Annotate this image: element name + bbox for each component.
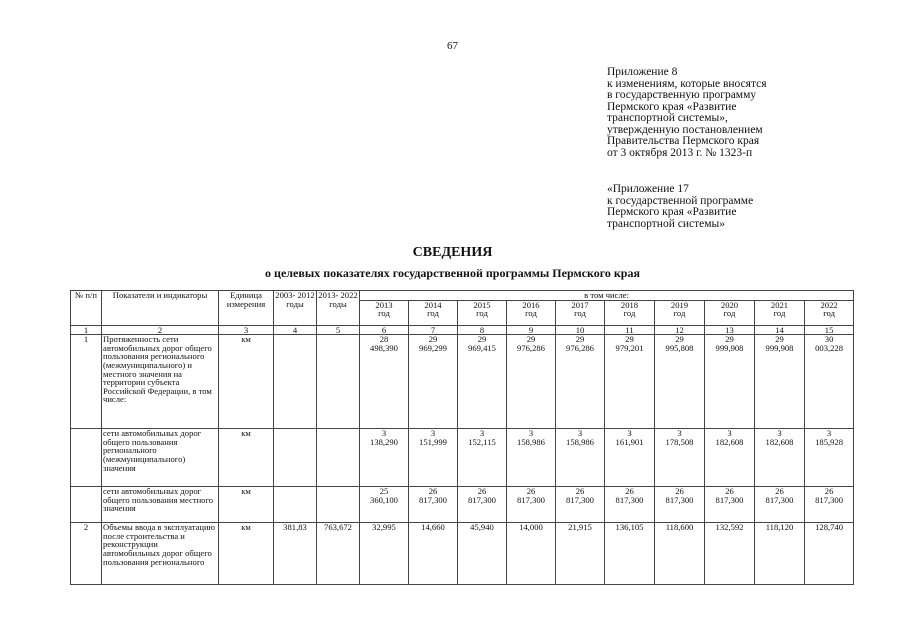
appendix-line: утвержденную постановлением [607,123,763,136]
value-part: 26 [575,486,585,497]
year-label: 2018 [620,300,639,310]
header-year [507,300,556,325]
value-part: 976,286 [517,342,545,353]
year-label: 2022 [820,300,838,310]
column-number: 9 [507,325,556,335]
value-part: 32,995 [372,522,396,533]
year-value [805,429,854,487]
year-label: 2013 [375,300,393,310]
year-value [507,335,556,429]
value-part: 969,415 [468,342,496,353]
value-part: 995,808 [665,342,694,353]
year-unit: год [673,308,686,319]
value-part: 498,390 [370,342,398,353]
header-year [556,300,605,325]
year-value [805,487,854,523]
appendix-line: транспортной системы», [607,112,728,124]
unit-cell: км [219,335,274,429]
value-part: 118,120 [765,522,794,533]
column-number: 14 [755,325,805,335]
header-unit: Единица измерения [219,291,274,326]
value-part: 14,000 [519,522,543,533]
year-unit: год [623,308,636,319]
header-period-2013: 2013- 2022 годы [317,291,360,326]
year-value [409,335,458,429]
year-value [605,429,655,487]
value-part: 29 [575,334,585,345]
column-number: 5 [317,325,360,335]
value-part: 3 [577,428,583,439]
value-part: 003,228 [815,342,844,353]
period-2013-value [317,335,360,429]
value-part: 136,105 [615,522,644,533]
year-label: 2017 [571,300,589,310]
value-part: 158,986 [566,436,594,447]
header-year [805,300,854,325]
year-unit: год [574,308,586,319]
header-num: № п/п [71,291,102,326]
value-part: 29 [526,334,536,345]
row-number [71,429,102,487]
value-part: 158,986 [517,436,545,447]
value-part: 360,100 [370,494,398,505]
value-part: 182,608 [765,436,794,447]
unit-cell: км [219,487,274,523]
year-label: 2016 [522,300,540,310]
year-value [360,523,409,585]
value-part: 817,300 [517,494,545,505]
page-number: 67 [447,40,458,52]
year-value [755,487,805,523]
header-year [360,300,409,325]
value-part: 128,740 [815,522,844,533]
value-part: 14,660 [421,522,445,533]
year-value [705,335,755,429]
value-part: 26 [824,486,834,497]
value-part: 30 [824,334,834,345]
header-year [605,300,655,325]
value-part: 3 [381,428,387,439]
unit-cell: км [219,429,274,487]
year-value [507,487,556,523]
year-value [458,429,507,487]
year-unit: год [773,308,786,319]
year-label: 2015 [473,300,491,310]
appendix-line: к изменениям, которые вносятся [607,77,767,90]
year-value [605,523,655,585]
header-year [458,300,507,325]
year-value [409,429,458,487]
indicators-table [70,290,854,585]
value-part: 29 [775,334,784,345]
value-part: 138,290 [370,436,398,447]
header-year [409,300,458,325]
year-value [360,429,409,487]
value-part: 3 [430,428,436,439]
table-header-row [71,291,854,301]
year-value [409,523,458,585]
value-part: 29 [675,334,684,345]
value-part: 26 [477,486,487,497]
document-title: СВЕДЕНИЯ [412,245,493,260]
period-2013-value: 763,672 [317,523,360,585]
value-part: 29 [477,334,487,345]
year-value [409,487,458,523]
value-part: 29 [725,334,734,345]
appendix-line: от 3 октября 2013 г. № 1323-п [607,146,753,159]
column-number: 1 [71,325,102,335]
appendix-line: Приложение 8 [607,66,678,78]
value-part: 26 [725,486,734,497]
year-label: 2020 [720,300,739,310]
year-value [655,523,705,585]
document-subtitle: о целевых показателях государственной программы Пермского края [265,266,640,280]
table-row [71,429,854,487]
indicator-name: Объемы ввода в эксплуатацию после строительства и реконструкции автомобильных дорог общего пользования регионального [102,523,219,585]
appendix-header [607,67,767,159]
year-value [655,429,705,487]
table-colnum-row [71,325,854,335]
column-number: 10 [556,325,605,335]
indicator-name: сети автомобильных дорог общего пользования регионального (межмуниципального) значения [102,429,219,487]
value-part: 817,300 [665,494,694,505]
column-number: 15 [805,325,854,335]
period-2003-value [274,335,317,429]
value-part: 21,915 [568,522,592,533]
appendix-header-2 [607,184,753,230]
year-value [755,335,805,429]
value-part: 29 [428,334,438,345]
indicator-name: Протяженность сети автомобильных дорог общего пользования регионального (межмуниципального) и местного значения на территории субъекта Российской Федерации, в том числе: [102,335,219,429]
year-label: 2014 [424,300,442,310]
year-value [458,523,507,585]
year-value [507,429,556,487]
column-number: 2 [102,325,219,335]
year-value [805,523,854,585]
appendix-line: «Приложение 17 [607,183,689,195]
column-number: 11 [605,325,655,335]
value-part: 3 [777,428,782,439]
value-part: 29 [625,334,634,345]
year-value [556,429,605,487]
value-part: 817,300 [419,494,447,505]
value-part: 999,908 [715,342,744,353]
year-value [556,523,605,585]
value-part: 817,300 [715,494,744,505]
year-unit: год [378,308,390,319]
header-year [655,300,705,325]
value-part: 817,300 [566,494,594,505]
column-number: 7 [409,325,458,335]
row-number: 1 [71,335,102,429]
value-part: 118,600 [665,522,694,533]
period-2013-value [317,429,360,487]
value-part: 3 [528,428,534,439]
value-part: 185,928 [815,436,844,447]
value-part: 25 [379,486,389,497]
table-row [71,335,854,429]
value-part: 26 [625,486,634,497]
year-label: 2021 [770,300,789,310]
value-part: 3 [479,428,485,439]
value-part: 132,592 [715,522,744,533]
value-part: 26 [428,486,438,497]
value-part: 979,201 [615,342,644,353]
appendix-line: Правительства Пермского края [607,135,760,147]
year-value [458,335,507,429]
column-number: 3 [219,325,274,335]
year-label: 2019 [670,300,689,310]
value-part: 3 [627,428,632,439]
year-value [755,523,805,585]
value-part: 999,908 [765,342,794,353]
value-part: 817,300 [468,494,496,505]
unit-cell: км [219,523,274,585]
column-number: 6 [360,325,409,335]
value-part: 26 [775,486,784,497]
period-2003-value [274,487,317,523]
value-part: 151,999 [419,436,447,447]
value-part: 969,299 [419,342,447,353]
year-unit: год [723,308,736,319]
header-year [755,300,805,325]
row-number [71,487,102,523]
header-indicator: Показатели и индикаторы [102,291,219,326]
appendix-line: в государственную программу [607,89,757,101]
table-row [71,523,854,585]
year-value [605,335,655,429]
value-part: 817,300 [815,494,844,505]
year-unit: год [476,308,488,319]
column-number: 4 [274,325,317,335]
value-part: 817,300 [615,494,644,505]
column-number: 12 [655,325,705,335]
header-period-2003: 2003- 2012 годы [274,291,317,326]
year-value [458,487,507,523]
value-part: 161,901 [615,436,644,447]
indicator-name: сети автомобильных дорог общего пользования местного значения [102,487,219,523]
column-number: 8 [458,325,507,335]
value-part: 45,940 [470,522,494,533]
row-number: 2 [71,523,102,585]
value-part: 3 [826,428,832,439]
value-part: 152,115 [468,436,496,447]
header-including: в том числе: [360,291,854,301]
appendix-line: Пермского края «Развитие [607,100,737,113]
period-2003-value [274,429,317,487]
value-part: 3 [727,428,732,439]
year-value [360,487,409,523]
appendix-line: к государственной программе [607,194,754,207]
value-part: 817,300 [765,494,794,505]
year-value [705,523,755,585]
value-part: 28 [379,334,389,345]
year-unit: год [823,308,835,319]
year-value [805,335,854,429]
year-value [655,487,705,523]
year-value [556,487,605,523]
value-part: 182,608 [715,436,744,447]
value-part: 26 [675,486,684,497]
year-value [360,335,409,429]
column-number: 13 [705,325,755,335]
period-2003-value: 381,83 [274,523,317,585]
year-value [605,487,655,523]
year-value [556,335,605,429]
year-value [507,523,556,585]
year-value [705,487,755,523]
value-part: 976,286 [566,342,594,353]
header-year [705,300,755,325]
year-value [705,429,755,487]
year-value [655,335,705,429]
appendix-line: Пермского края «Развитие [607,206,737,218]
table-row [71,487,854,523]
period-2013-value [317,487,360,523]
value-part: 178,508 [665,436,694,447]
appendix-line: транспортной системы» [607,217,725,230]
year-unit: год [525,308,537,319]
year-unit: год [427,308,439,319]
year-value [755,429,805,487]
value-part: 3 [677,428,682,439]
value-part: 26 [526,486,536,497]
